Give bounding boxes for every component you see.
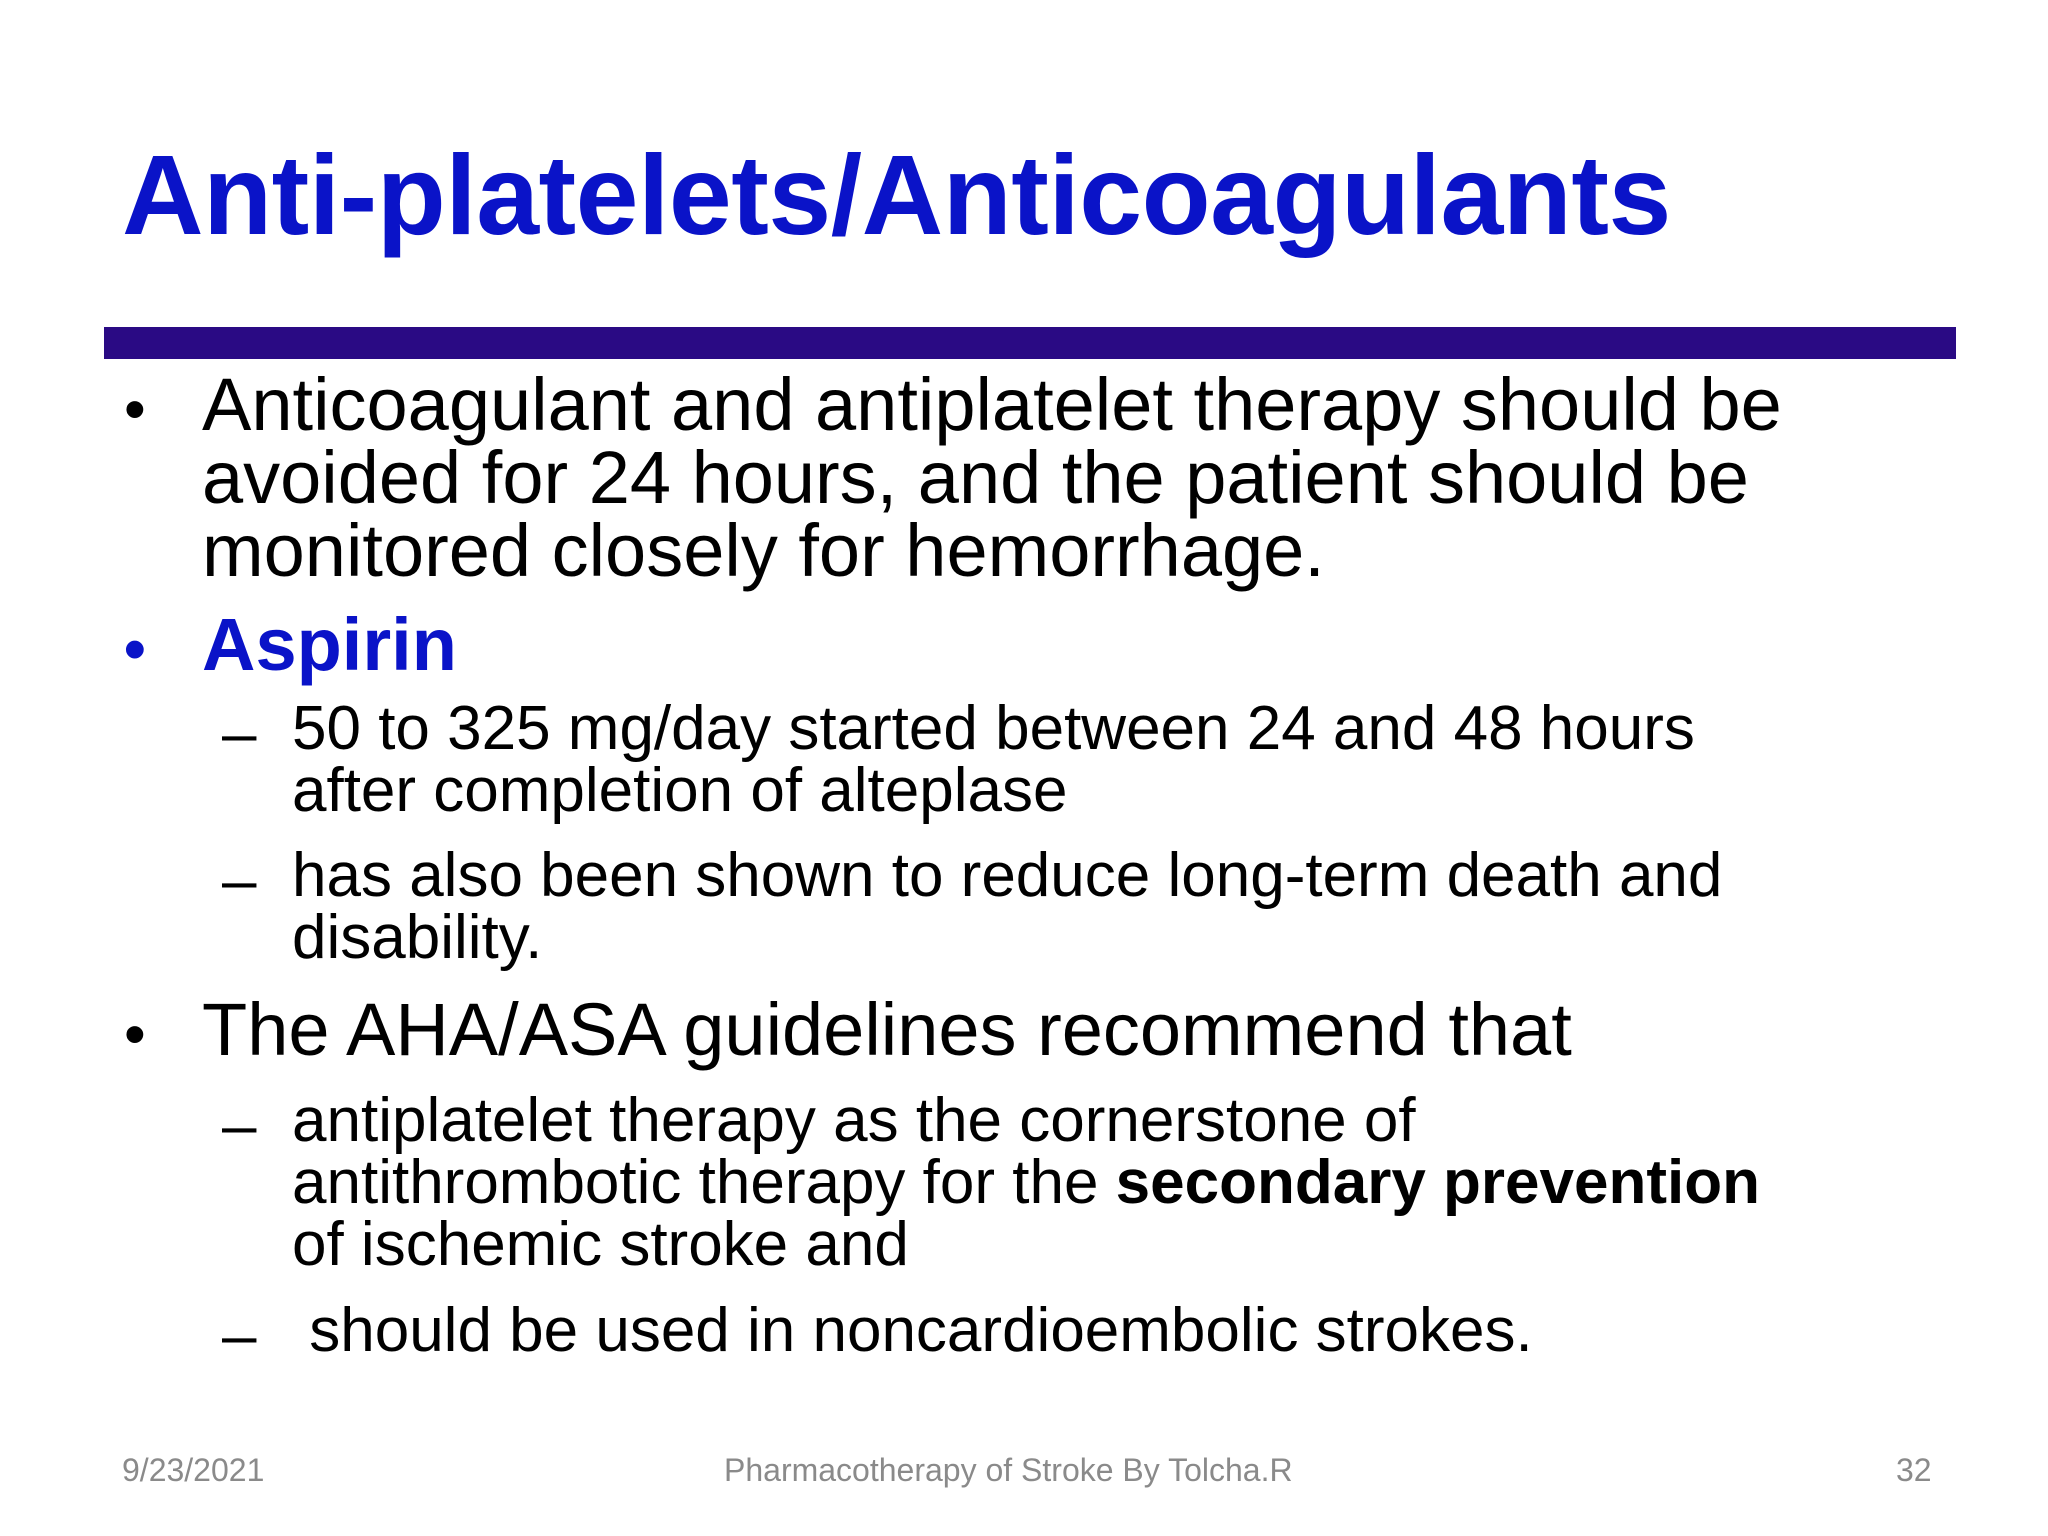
bullet-line: Anticoagulant and antiplatelet therapy should be bbox=[202, 363, 1782, 446]
bullet-text bbox=[202, 363, 1922, 592]
bullet-line: avoided for 24 hours, and the patient should be bbox=[202, 436, 1749, 519]
subitem-text bbox=[292, 694, 1992, 825]
subitem-line: 50 to 325 mg/day started between 24 and 48 hours bbox=[292, 694, 1695, 763]
dash-marker: – bbox=[222, 1301, 257, 1370]
subitem-text bbox=[292, 1296, 1992, 1365]
bullet-text bbox=[202, 988, 1922, 1071]
bullet-marker: • bbox=[124, 615, 146, 684]
subitem-line: after completion of alteplase bbox=[292, 756, 1068, 825]
bullet-line: monitored closely for hemorrhage. bbox=[202, 509, 1325, 592]
slide-title: Anti-platelets/Anticoagulants bbox=[122, 132, 1671, 258]
bullet-marker: • bbox=[124, 1000, 146, 1069]
subitem-line: has also been shown to reduce long-term death and bbox=[292, 841, 1723, 910]
subitem-line-prefix: antithrombotic therapy for the bbox=[292, 1148, 1116, 1217]
bullet-text bbox=[202, 603, 1922, 686]
secondary-prevention-emphasis: secondary prevention bbox=[1115, 1148, 1760, 1217]
subitem-text bbox=[292, 1086, 1992, 1279]
subitem-line bbox=[292, 1148, 1992, 1217]
footer-page-number: 32 bbox=[1896, 1452, 1932, 1488]
dash-marker: – bbox=[222, 846, 257, 915]
footer-date: 9/23/2021 bbox=[122, 1452, 265, 1488]
bullet-marker: • bbox=[124, 375, 146, 444]
title-divider bbox=[104, 327, 1956, 359]
footer-title: Pharmacotherapy of Stroke By Tolcha.R bbox=[724, 1452, 1293, 1488]
subitem-text bbox=[292, 841, 1992, 972]
aspirin-heading: Aspirin bbox=[202, 603, 457, 686]
subitem-line: disability. bbox=[292, 903, 543, 972]
dash-marker: – bbox=[222, 699, 257, 768]
dash-marker: – bbox=[222, 1091, 257, 1160]
subitem-line: should be used in noncardioembolic strokes. bbox=[292, 1296, 1533, 1365]
bullet-line: The AHA/ASA guidelines recommend that bbox=[202, 988, 1572, 1071]
subitem-line: antiplatelet therapy as the cornerstone of bbox=[292, 1086, 1416, 1155]
subitem-line: of ischemic stroke and bbox=[292, 1210, 909, 1279]
